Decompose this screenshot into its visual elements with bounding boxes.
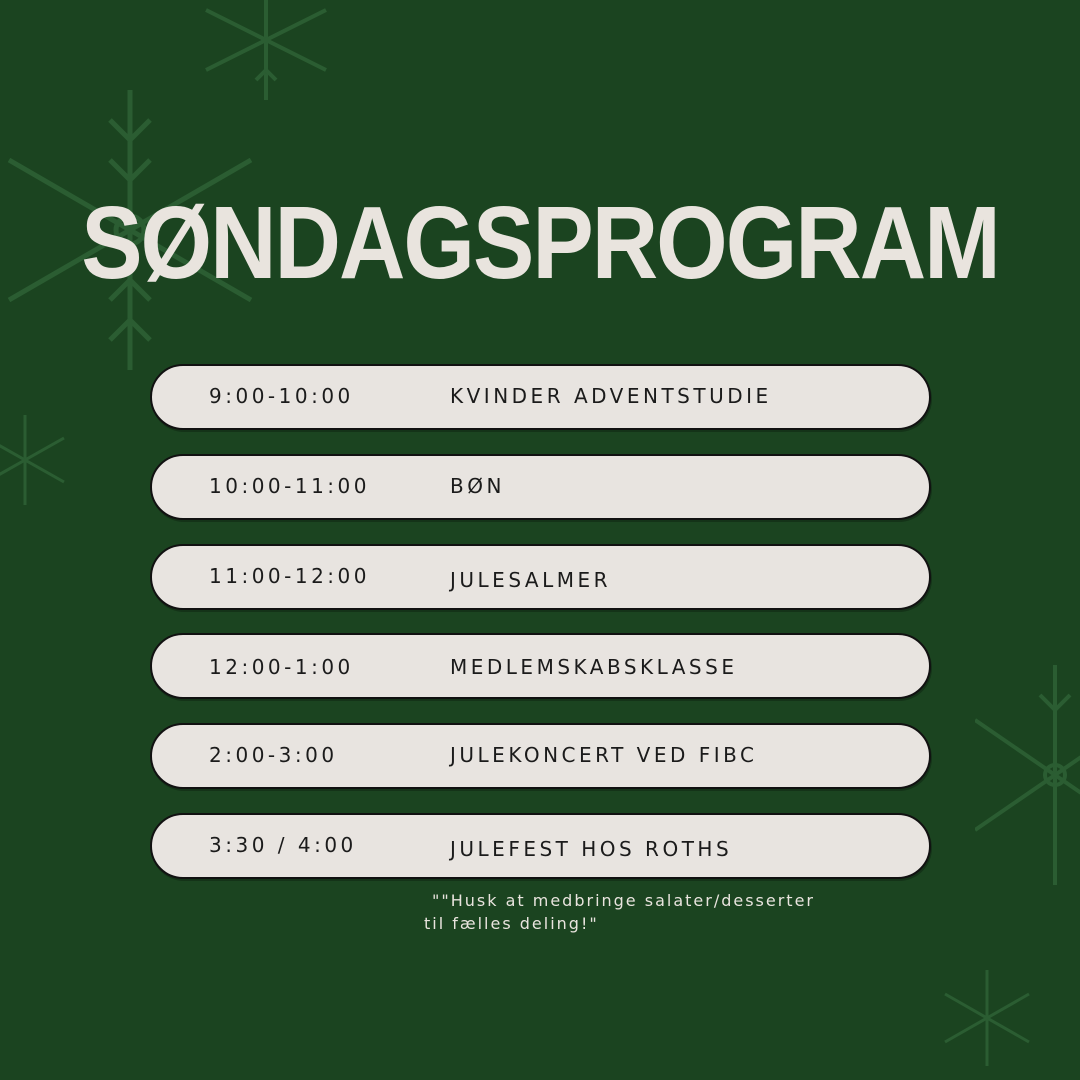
schedule-time: 3:30 / 4:00 [209, 833, 357, 857]
snowflake-icon [196, 0, 336, 100]
schedule-event: JULEFEST HOS ROTHS [450, 837, 733, 861]
schedule-time: 12:00-1:00 [209, 655, 354, 679]
schedule-event: JULESALMER [450, 568, 611, 592]
footnote [424, 889, 944, 935]
schedule-event: MEDLEMSKABSKLASSE [450, 655, 738, 679]
footnote-line: til fælles deling!" [424, 914, 599, 933]
snowflake-icon [0, 410, 70, 510]
schedule-time: 2:00-3:00 [209, 743, 338, 767]
snowflake-icon [932, 968, 1042, 1068]
snowflake-icon [975, 660, 1080, 890]
schedule-row [150, 723, 931, 789]
schedule-row [150, 364, 931, 430]
schedule-row [150, 813, 931, 879]
schedule-time: 10:00-11:00 [209, 474, 370, 498]
page-title: SØNDAGSPROGRAM [81, 186, 999, 301]
schedule-event: KVINDER ADVENTSTUDIE [450, 384, 772, 408]
schedule-row [150, 454, 931, 520]
schedule-time: 9:00-10:00 [209, 384, 354, 408]
schedule-event: JULEKONCERT VED FIBC [450, 743, 758, 767]
schedule-row [150, 633, 931, 699]
schedule-row [150, 544, 931, 610]
schedule-time: 11:00-12:00 [209, 564, 370, 588]
footnote-line: ""Husk at medbringe salater/desserter [432, 891, 815, 910]
schedule-event: BØN [450, 474, 505, 498]
